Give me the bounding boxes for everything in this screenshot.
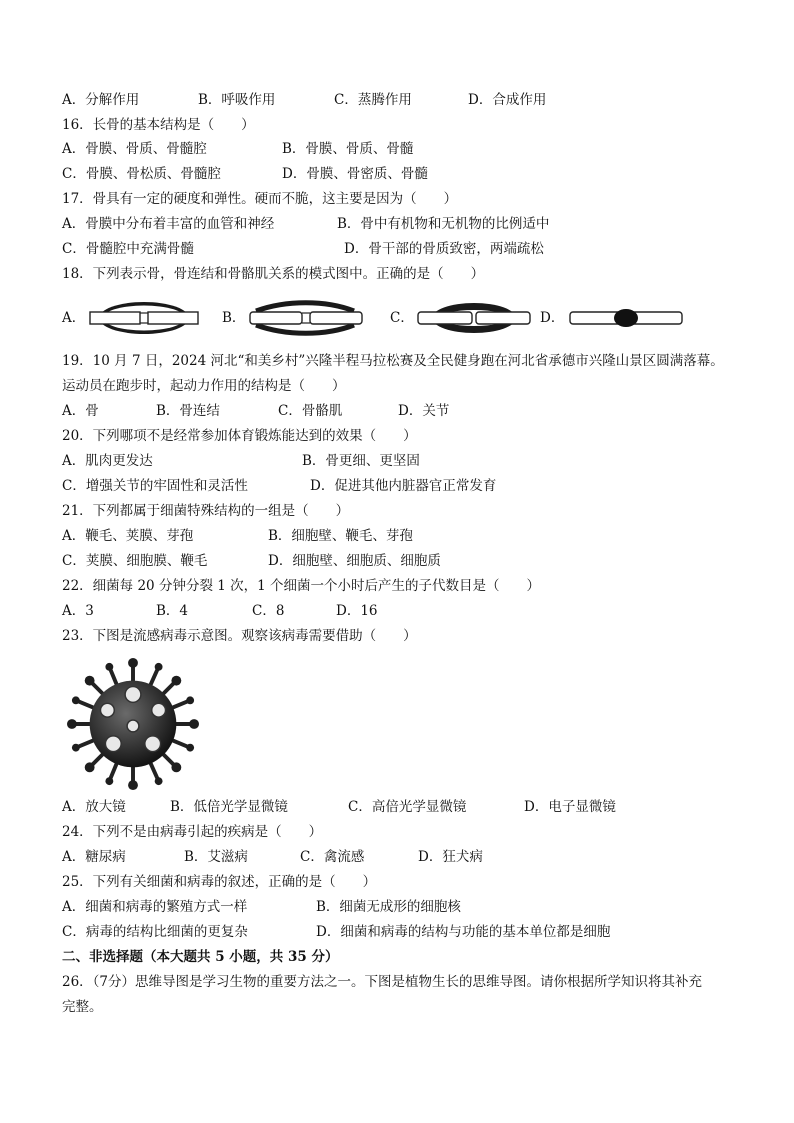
q23-option-b: B．低倍光学显微镜 <box>170 799 288 815</box>
q24-option-c: C．禽流感 <box>300 849 365 865</box>
q20-option-d: D．促进其他内脏器官正常发育 <box>310 478 497 494</box>
q19-stem-line2: 运动员在跑步时，起动力作用的结构是（ ） <box>62 378 346 394</box>
q26-stem-line1: 26．（7分）思维导图是学习生物的重要方法之一。下图是植物生长的思维导图。请你根据所学知识将其补充 <box>62 974 703 990</box>
q19-option-a: A．骨 <box>62 403 99 419</box>
q15-option-c: C．蒸腾作用 <box>334 92 412 108</box>
q25-stem: 25．下列有关细菌和病毒的叙述，正确的是（ ） <box>62 874 377 890</box>
q18-label-c: C． <box>390 310 414 326</box>
q17-options-row2 <box>62 240 762 258</box>
q20-options-row2 <box>62 477 762 495</box>
q18-diagram-d <box>566 298 684 338</box>
q22-option-c: C．8 <box>252 603 285 619</box>
q24-stem: 24．下列不是由病毒引起的疾病是（ ） <box>62 824 323 840</box>
influenza-virus-image <box>64 657 202 791</box>
q18-label-a: A． <box>62 310 86 326</box>
q21-option-c: C．荚膜、细胞膜、鞭毛 <box>62 553 208 569</box>
q16-option-d: D．骨膜、骨密质、骨髓 <box>282 166 428 182</box>
q17-option-d: D．骨干部的骨质致密，两端疏松 <box>344 241 544 257</box>
q25-option-a: A．细菌和病毒的繁殖方式一样 <box>62 899 248 915</box>
q26-stem-line2: 完整。 <box>62 999 103 1015</box>
q22-stem: 22．细菌每 20 分钟分裂 1 次，1 个细菌一个小时后产生的子代数目是（ ） <box>62 578 540 594</box>
q19-option-c: C．骨骼肌 <box>278 403 343 419</box>
q19-option-b: B．骨连结 <box>156 403 220 419</box>
q21-options-row2 <box>62 552 762 570</box>
q23-stem: 23．下图是流感病毒示意图。观察该病毒需要借助（ ） <box>62 628 417 644</box>
q15-option-d: D．合成作用 <box>468 92 547 108</box>
q22-option-a: A．3 <box>62 603 94 619</box>
q18-stem: 18．下列表示骨，骨连结和骨骼肌关系的模式图中。正确的是（ ） <box>62 266 485 282</box>
q25-option-b: B．细菌无成形的细胞核 <box>316 899 461 915</box>
q22-option-d: D．16 <box>336 603 378 619</box>
q17-option-a: A．骨膜中分布着丰富的血管和神经 <box>62 216 275 232</box>
q19-option-d: D．关节 <box>398 403 450 419</box>
q20-option-a: A．肌肉更发达 <box>62 453 153 469</box>
q24-option-a: A．糖尿病 <box>62 849 126 865</box>
q19-stem-line1: 19．10 月 7 日，2024 河北“和美乡村”兴隆半程马拉松赛及全民健身跑在河北省承德市兴隆山景区圆满落幕。 <box>62 353 724 369</box>
q17-stem: 17．骨具有一定的硬度和弹性。硬而不脆，这主要是因为（ ） <box>62 191 458 207</box>
q23-option-c: C．高倍光学显微镜 <box>348 799 467 815</box>
q24-option-b: B．艾滋病 <box>184 849 248 865</box>
q20-stem: 20．下列哪项不是经常参加体育锻炼能达到的效果（ ） <box>62 428 417 444</box>
q16-option-a: A．骨膜、骨质、骨髓腔 <box>62 141 207 157</box>
q17-option-c: C．骨髓腔中充满骨髓 <box>62 241 194 257</box>
q16-option-b: B．骨膜、骨质、骨髓 <box>282 141 414 157</box>
q25-option-c: C．病毒的结构比细菌的更复杂 <box>62 924 248 940</box>
q16-options-row2 <box>62 165 762 183</box>
q18-diagram-row <box>62 298 762 338</box>
q21-options-row1 <box>62 527 762 545</box>
q21-option-a: A．鞭毛、荚膜、芽孢 <box>62 528 194 544</box>
q16-stem: 16．长骨的基本结构是（ ） <box>62 117 255 133</box>
q15-option-a: A．分解作用 <box>62 92 140 108</box>
q25-options-row2 <box>62 923 762 941</box>
q20-options-row1 <box>62 452 762 470</box>
q19-options <box>62 402 762 420</box>
q23-options <box>62 798 762 816</box>
q25-option-d: D．细菌和病毒的结构与功能的基本单位都是细胞 <box>316 924 611 940</box>
q17-option-b: B．骨中有机物和无机物的比例适中 <box>337 216 550 232</box>
q21-option-b: B．细胞壁、鞭毛、芽孢 <box>268 528 413 544</box>
q24-option-d: D．狂犬病 <box>418 849 483 865</box>
q17-options-row1 <box>62 215 762 233</box>
q15-options <box>62 91 762 109</box>
q18-diagram-b <box>246 298 366 338</box>
q16-options-row1 <box>62 140 762 158</box>
section-2-heading: 二、非选择题（本大题共 5 小题，共 35 分） <box>62 949 339 965</box>
q25-options-row1 <box>62 898 762 916</box>
q18-label-d: D． <box>540 310 565 326</box>
q22-option-b: B．4 <box>156 603 189 619</box>
q23-option-a: A．放大镜 <box>62 799 126 815</box>
q16-option-c: C．骨膜、骨松质、骨髓腔 <box>62 166 221 182</box>
q18-diagram-a <box>88 298 200 338</box>
q21-stem: 21．下列都属于细菌特殊结构的一组是（ ） <box>62 503 350 519</box>
q20-option-b: B．骨更细、更坚固 <box>302 453 420 469</box>
q15-option-b: B．呼吸作用 <box>198 92 276 108</box>
q18-diagram-c <box>414 298 532 338</box>
q24-options <box>62 848 762 866</box>
q18-label-b: B． <box>222 310 246 326</box>
q20-option-c: C．增强关节的牢固性和灵活性 <box>62 478 248 494</box>
q23-option-d: D．电子显微镜 <box>524 799 616 815</box>
q22-options <box>62 602 762 620</box>
q21-option-d: D．细胞壁、细胞质、细胞质 <box>268 553 441 569</box>
